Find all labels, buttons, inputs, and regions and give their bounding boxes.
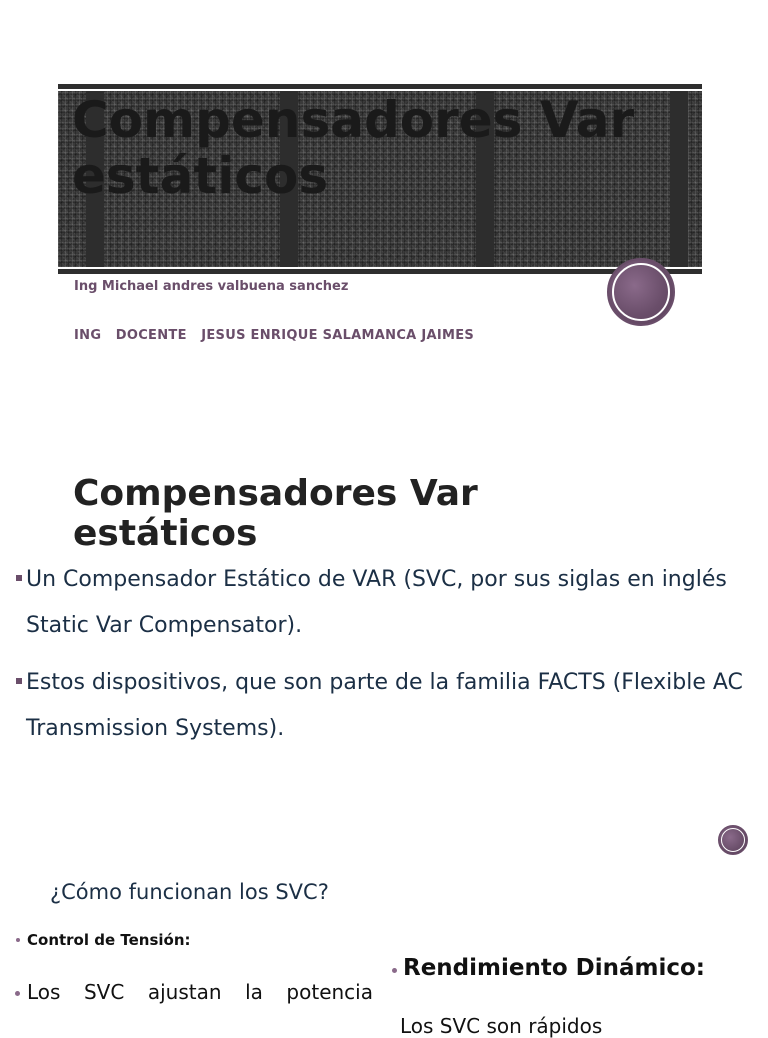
teacher-name: ING DOCENTE JESUS ENRIQUE SALAMANCA JAIMES xyxy=(74,328,475,343)
bullet-item xyxy=(16,672,756,752)
dot-bullet-icon xyxy=(15,991,20,996)
bullet-text: Un Compensador Estático de VAR (SVC, por sus siglas en inglés Static Var Compensator). xyxy=(26,567,727,638)
square-bullet-icon xyxy=(16,575,22,581)
banner-top-line xyxy=(58,84,702,89)
svc-paragraph: Los SVC ajustan la potencia xyxy=(27,980,373,1004)
slide3-question: ¿Cómo funcionan los SVC? xyxy=(50,880,329,904)
rendimiento-heading: Rendimiento Dinámico: xyxy=(403,955,706,981)
dot-bullet-icon xyxy=(16,938,20,942)
author-name: Ing Michael andres valbuena sanchez xyxy=(74,279,349,294)
square-bullet-icon xyxy=(16,678,22,684)
control-heading: Control de Tensión: xyxy=(27,931,191,949)
decorative-circle-icon xyxy=(718,825,748,855)
banner-stripe xyxy=(670,91,688,267)
decorative-circle-icon xyxy=(607,258,675,326)
banner-bottom-line xyxy=(58,269,702,274)
rendimiento-paragraph: Los SVC son rápidos xyxy=(400,1014,603,1038)
bullet-item xyxy=(16,569,756,649)
slide2-title: Compensadores Var estáticos xyxy=(73,473,478,554)
bullet-text: Estos dispositivos, que son parte de la familia FACTS (Flexible AC Transmission Systems). xyxy=(26,670,743,741)
dot-bullet-icon xyxy=(392,968,397,973)
slide1-title: Compensadores Var estáticos xyxy=(72,91,635,205)
